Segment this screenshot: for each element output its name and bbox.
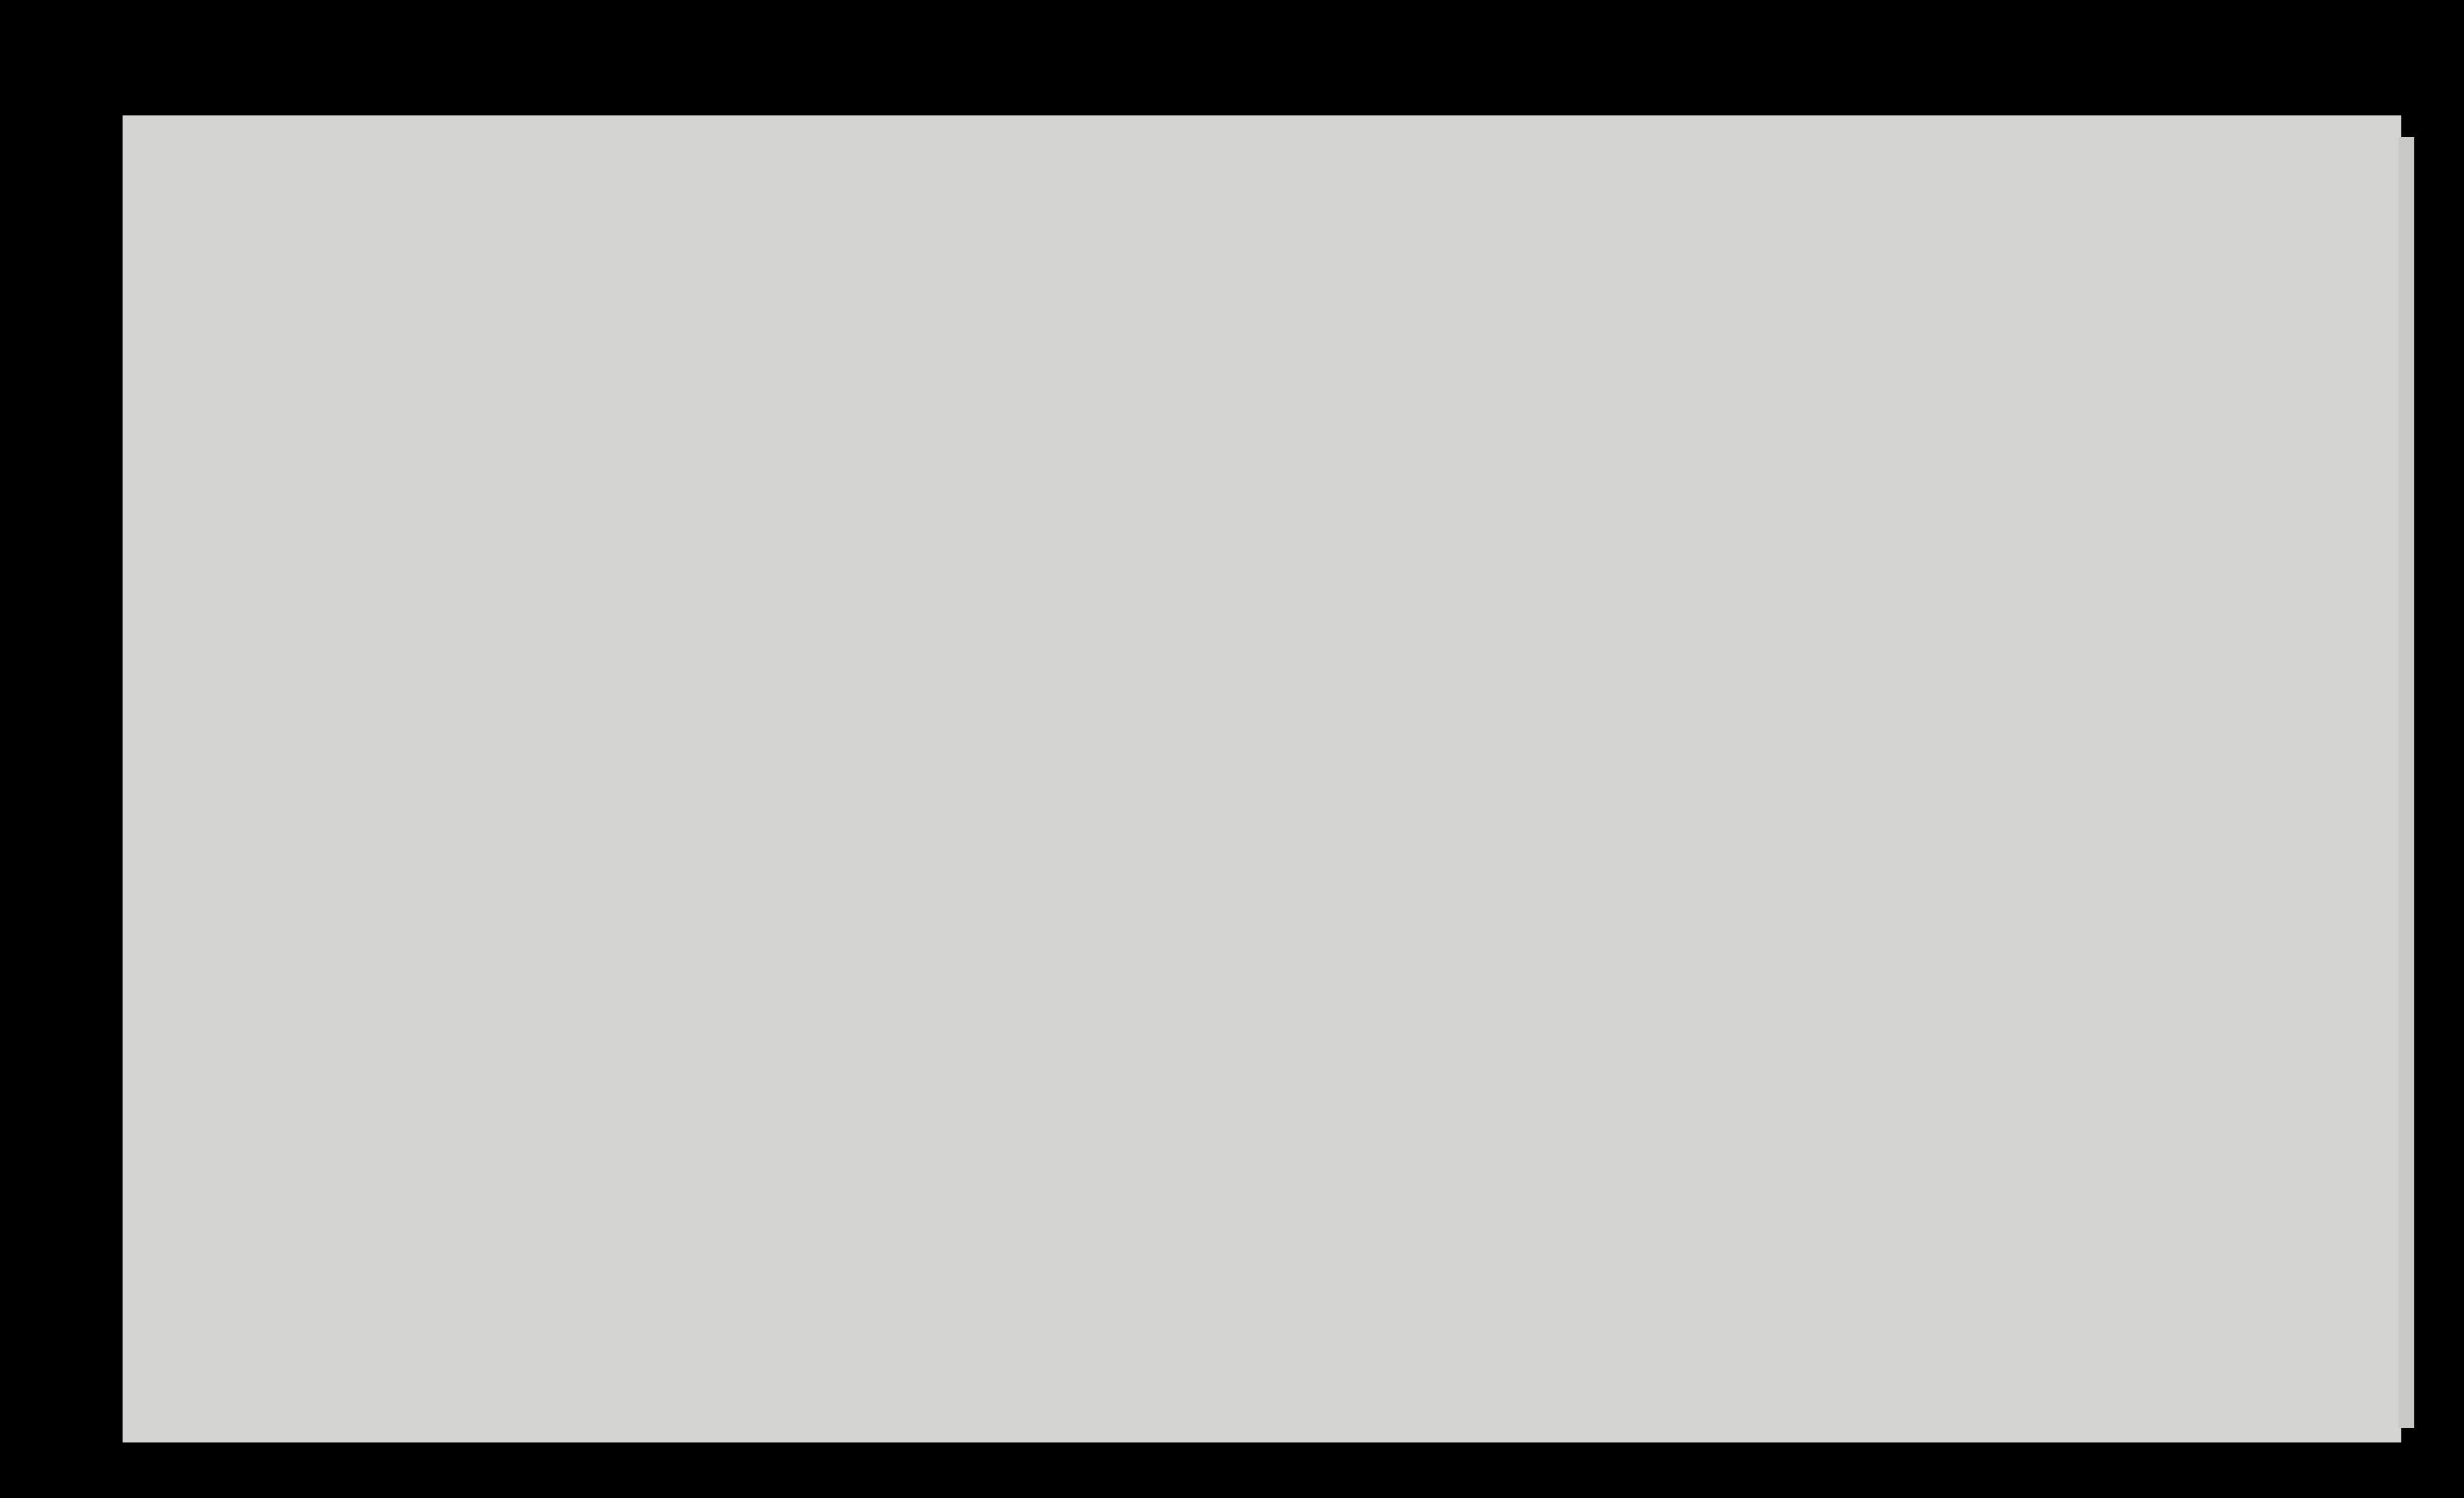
census-card bbox=[123, 115, 2401, 1442]
paper-edge bbox=[2398, 137, 2414, 1428]
